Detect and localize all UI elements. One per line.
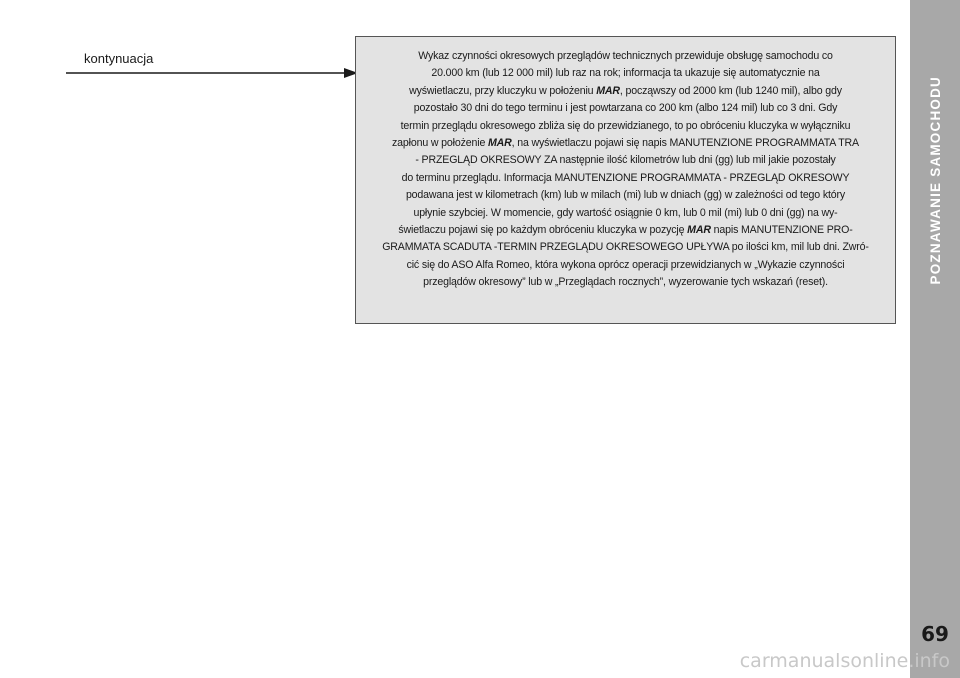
notice-line: 20.000 km (lub 12 000 mil) lub raz na rok; informacja ta ukazuje się automatycznie na [431, 67, 820, 80]
section-title: POZNAWANIE SAMOCHODU [927, 75, 943, 285]
notice-line: termin przeglądu okresowego zbliża się do przewidzianego, to po obróceniu kluczyka w wyłączniku [400, 119, 851, 132]
notice-line: przeglądów okresowy” lub w „Przeglądach rocznych”, wyzerowanie tych wskazań (reset). [423, 276, 828, 289]
notice-line: wyświetlaczu, przy kluczyku w położeniu MAR, począwszy od 2000 km (lub 1240 mil), albo gdy [409, 84, 842, 97]
notice-line: upłynie szybciej. W momencie, gdy wartość osiągnie 0 km, lub 0 mil (mi) lub 0 dni (gg) na wy- [413, 206, 838, 219]
section-title-wrap [910, 30, 960, 330]
notice-line: podawana jest w kilometrach (km) lub w milach (mi) lub w dniach (gg) w zależności od tego który [405, 189, 846, 202]
notice-line: pozostało 30 dni do tego terminu i jest powtarzana co 200 km (albo 124 mil) lub co 3 dni. Gdy [413, 102, 838, 115]
notice-line: zapłonu w położenie MAR, na wyświetlaczu pojawi się napis MANUTENZIONE PROGRAMMATA TRA [392, 137, 859, 150]
notice-line: - PRZEGLĄD OKRESOWY ZA następnie ilość kilometrów lub dni (gg) lub mil jakie pozostały [415, 154, 836, 167]
notice-line: GRAMMATA SCADUTA -TERMIN PRZEGLĄDU OKRESOWEGO UPŁYWA po ilości km, mil lub dni. Zwró- [382, 241, 869, 254]
watermark: carmanualsonline.info [739, 650, 950, 672]
section-sidebar [910, 0, 960, 678]
notice-line: cić się do ASO Alfa Romeo, która wykona oprócz operacji przewidzianych w „Wykazie czynności [406, 258, 845, 271]
continuation-label: kontynuacja [84, 51, 154, 66]
continuation-arrow-icon [66, 66, 360, 80]
notice-line: Wykaz czynności okresowych przeglądów technicznych przewiduje obsługę samochodu co [418, 50, 833, 62]
notice-line: świetlaczu pojawi się po każdym obróceniu kluczyka w pozycję MAR napis MANUTENZIONE PRO- [398, 224, 853, 237]
maintenance-notice-text [366, 48, 885, 292]
page-number: 69 [921, 622, 949, 646]
maintenance-notice-box [355, 36, 896, 324]
notice-line: do terminu przeglądu. Informacja MANUTENZIONE PROGRAMMATA - PRZEGLĄD OKRESOWY [401, 171, 850, 184]
